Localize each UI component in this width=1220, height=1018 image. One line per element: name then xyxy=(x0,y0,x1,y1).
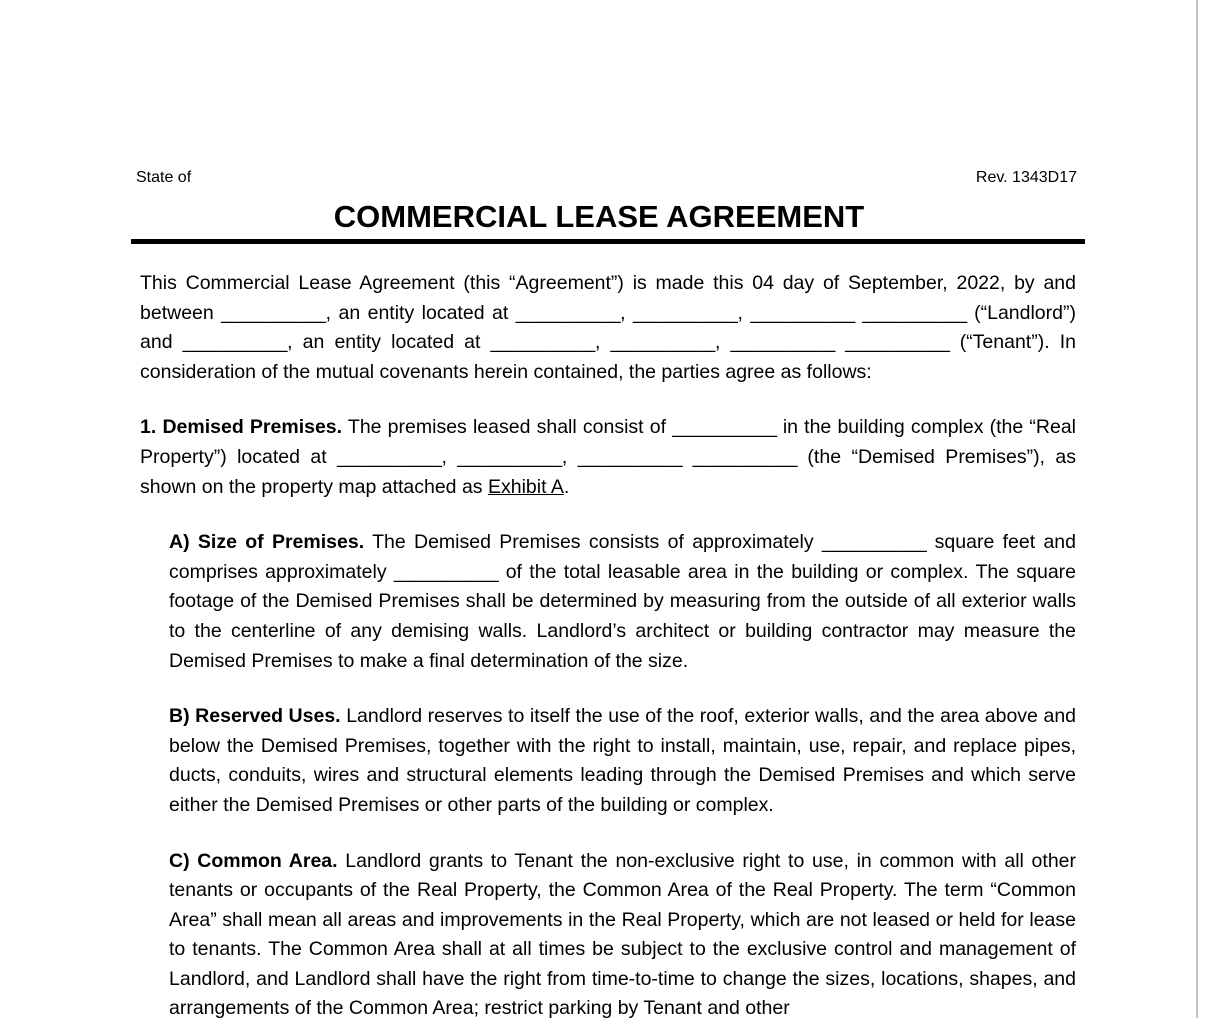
revision-label: Rev. 1343D17 xyxy=(975,169,1077,186)
blank-landlord-address[interactable]: __________ xyxy=(515,301,621,324)
subsection-a-label: A) xyxy=(169,531,190,554)
subsection-a-text-2: square feet and comprises approximately xyxy=(169,531,1076,583)
blank-tenant-city[interactable]: __________ xyxy=(610,331,715,354)
subsection-a-text-3: of the total leasable area in the building or complex. The square footage of the Demised Premises shall be determined by measuring from the outside of all exterior walls to the centerline of any demising walls. Landlord’s architect or building contractor may measure the Demised Premises to make a final determination of the size. xyxy=(169,560,1076,672)
subsection-c-clip xyxy=(140,821,1076,1018)
preamble-text-4: , xyxy=(737,301,751,324)
blank-square-feet[interactable]: __________ xyxy=(821,531,927,554)
preamble-text-9: , xyxy=(715,331,731,354)
blank-tenant-state[interactable]: __________ xyxy=(730,331,835,354)
title-divider xyxy=(131,239,1085,244)
state-of-label: State of xyxy=(136,169,192,186)
page-title: COMMERCIAL LEASE AGREEMENT xyxy=(333,199,865,234)
section-1-text-2: in the building complex (the “Real Property”) located at xyxy=(140,416,1077,468)
preamble-paragraph xyxy=(140,269,1076,387)
blank-percentage-leasable[interactable]: __________ xyxy=(393,560,499,583)
preamble-text-11: (“Tenant”). In consideration of the mutual covenants herein contained, the parties agree as follows: xyxy=(140,331,1077,383)
subsection-a-heading: Size of Premises. xyxy=(197,531,365,554)
section-1-text-4: , xyxy=(561,445,578,468)
subsection-b-label: B) xyxy=(169,705,190,728)
document-header-row xyxy=(136,168,1077,187)
blank-property-zip[interactable]: __________ xyxy=(692,445,798,468)
section-1-text-7: . xyxy=(563,475,570,498)
blank-landlord-name[interactable]: __________ xyxy=(221,301,326,324)
blank-landlord-city[interactable]: __________ xyxy=(633,301,738,324)
blank-property-state[interactable]: __________ xyxy=(577,445,683,468)
subsection-c-label: C) xyxy=(169,849,190,872)
subsection-c-paragraph xyxy=(169,847,1076,1018)
preamble-text-10 xyxy=(835,331,845,353)
subsection-c-text-1: Landlord grants to Tenant the non-exclusive right to use, in common with all other tenants or occupants of the Real Property, the Common Area of the Real Property. The term “Common Area” shall mean all areas and improvements in the Real Property, which are not leased or held for lease to tenants. The Common Area shall at all times be subject to the exclusive control and management of Landlord, and Landlord shall have the right from time-to-time to change the sizes, locations, shapes, and arrangements of the Common Area; restrict parking by Tenant and other xyxy=(169,849,1076,1018)
section-1-paragraph xyxy=(140,413,1076,502)
subsection-b-text-1: Landlord reserves to itself the use of the roof, exterior walls, and the area above and below the Demised Premises, together with the right to install, maintain, use, repair, and replace pipes, ducts, conduits, wires and structural elements leading through the Demised Premises and which serve either the Demised Premises or other parts of the building or complex. xyxy=(169,705,1077,816)
window-right-edge xyxy=(1196,0,1198,1018)
blank-landlord-zip[interactable]: __________ xyxy=(862,301,967,324)
section-1-heading: Demised Premises. xyxy=(162,416,343,439)
section-1-text-5 xyxy=(682,446,692,468)
blank-property-address[interactable]: __________ xyxy=(337,445,442,468)
section-1-text-6: (the “Demised Premises”), as shown on the property map attached as xyxy=(140,445,1076,498)
subsection-b-heading: Reserved Uses. xyxy=(195,705,341,728)
subsection-c-heading: Common Area. xyxy=(197,849,338,872)
preamble-text-8: , xyxy=(595,331,611,354)
subsection-a-paragraph xyxy=(169,528,1076,676)
preamble-text-6: (“Landlord”) and xyxy=(140,301,1076,354)
blank-tenant-zip[interactable]: __________ xyxy=(845,331,950,354)
blank-tenant-address[interactable]: __________ xyxy=(490,331,595,354)
section-1-text-1: The premises leased shall consist of xyxy=(342,416,673,439)
preamble-text-2: , an entity located at xyxy=(325,301,516,324)
document-body xyxy=(136,168,1077,1018)
blank-premises-description[interactable]: __________ xyxy=(672,416,777,439)
blank-property-city[interactable]: __________ xyxy=(457,445,562,468)
blank-tenant-name[interactable]: __________ xyxy=(182,331,288,354)
section-1-text-3: , xyxy=(441,445,458,468)
subsection-a-text-1: The Demised Premises consists of approximately xyxy=(364,531,822,554)
exhibit-a-link[interactable]: Exhibit A xyxy=(487,475,564,498)
section-1-number: 1. xyxy=(140,416,157,439)
preamble-text-3: , xyxy=(620,301,633,324)
blank-landlord-state[interactable]: __________ xyxy=(750,301,855,324)
preamble-text-1: This Commercial Lease Agreement (this “Agreement”) is made this 04 day of September, 2022, by and between xyxy=(140,272,1076,324)
preamble-text-7: , an entity located at xyxy=(287,331,491,354)
subsection-b-paragraph xyxy=(169,702,1076,820)
